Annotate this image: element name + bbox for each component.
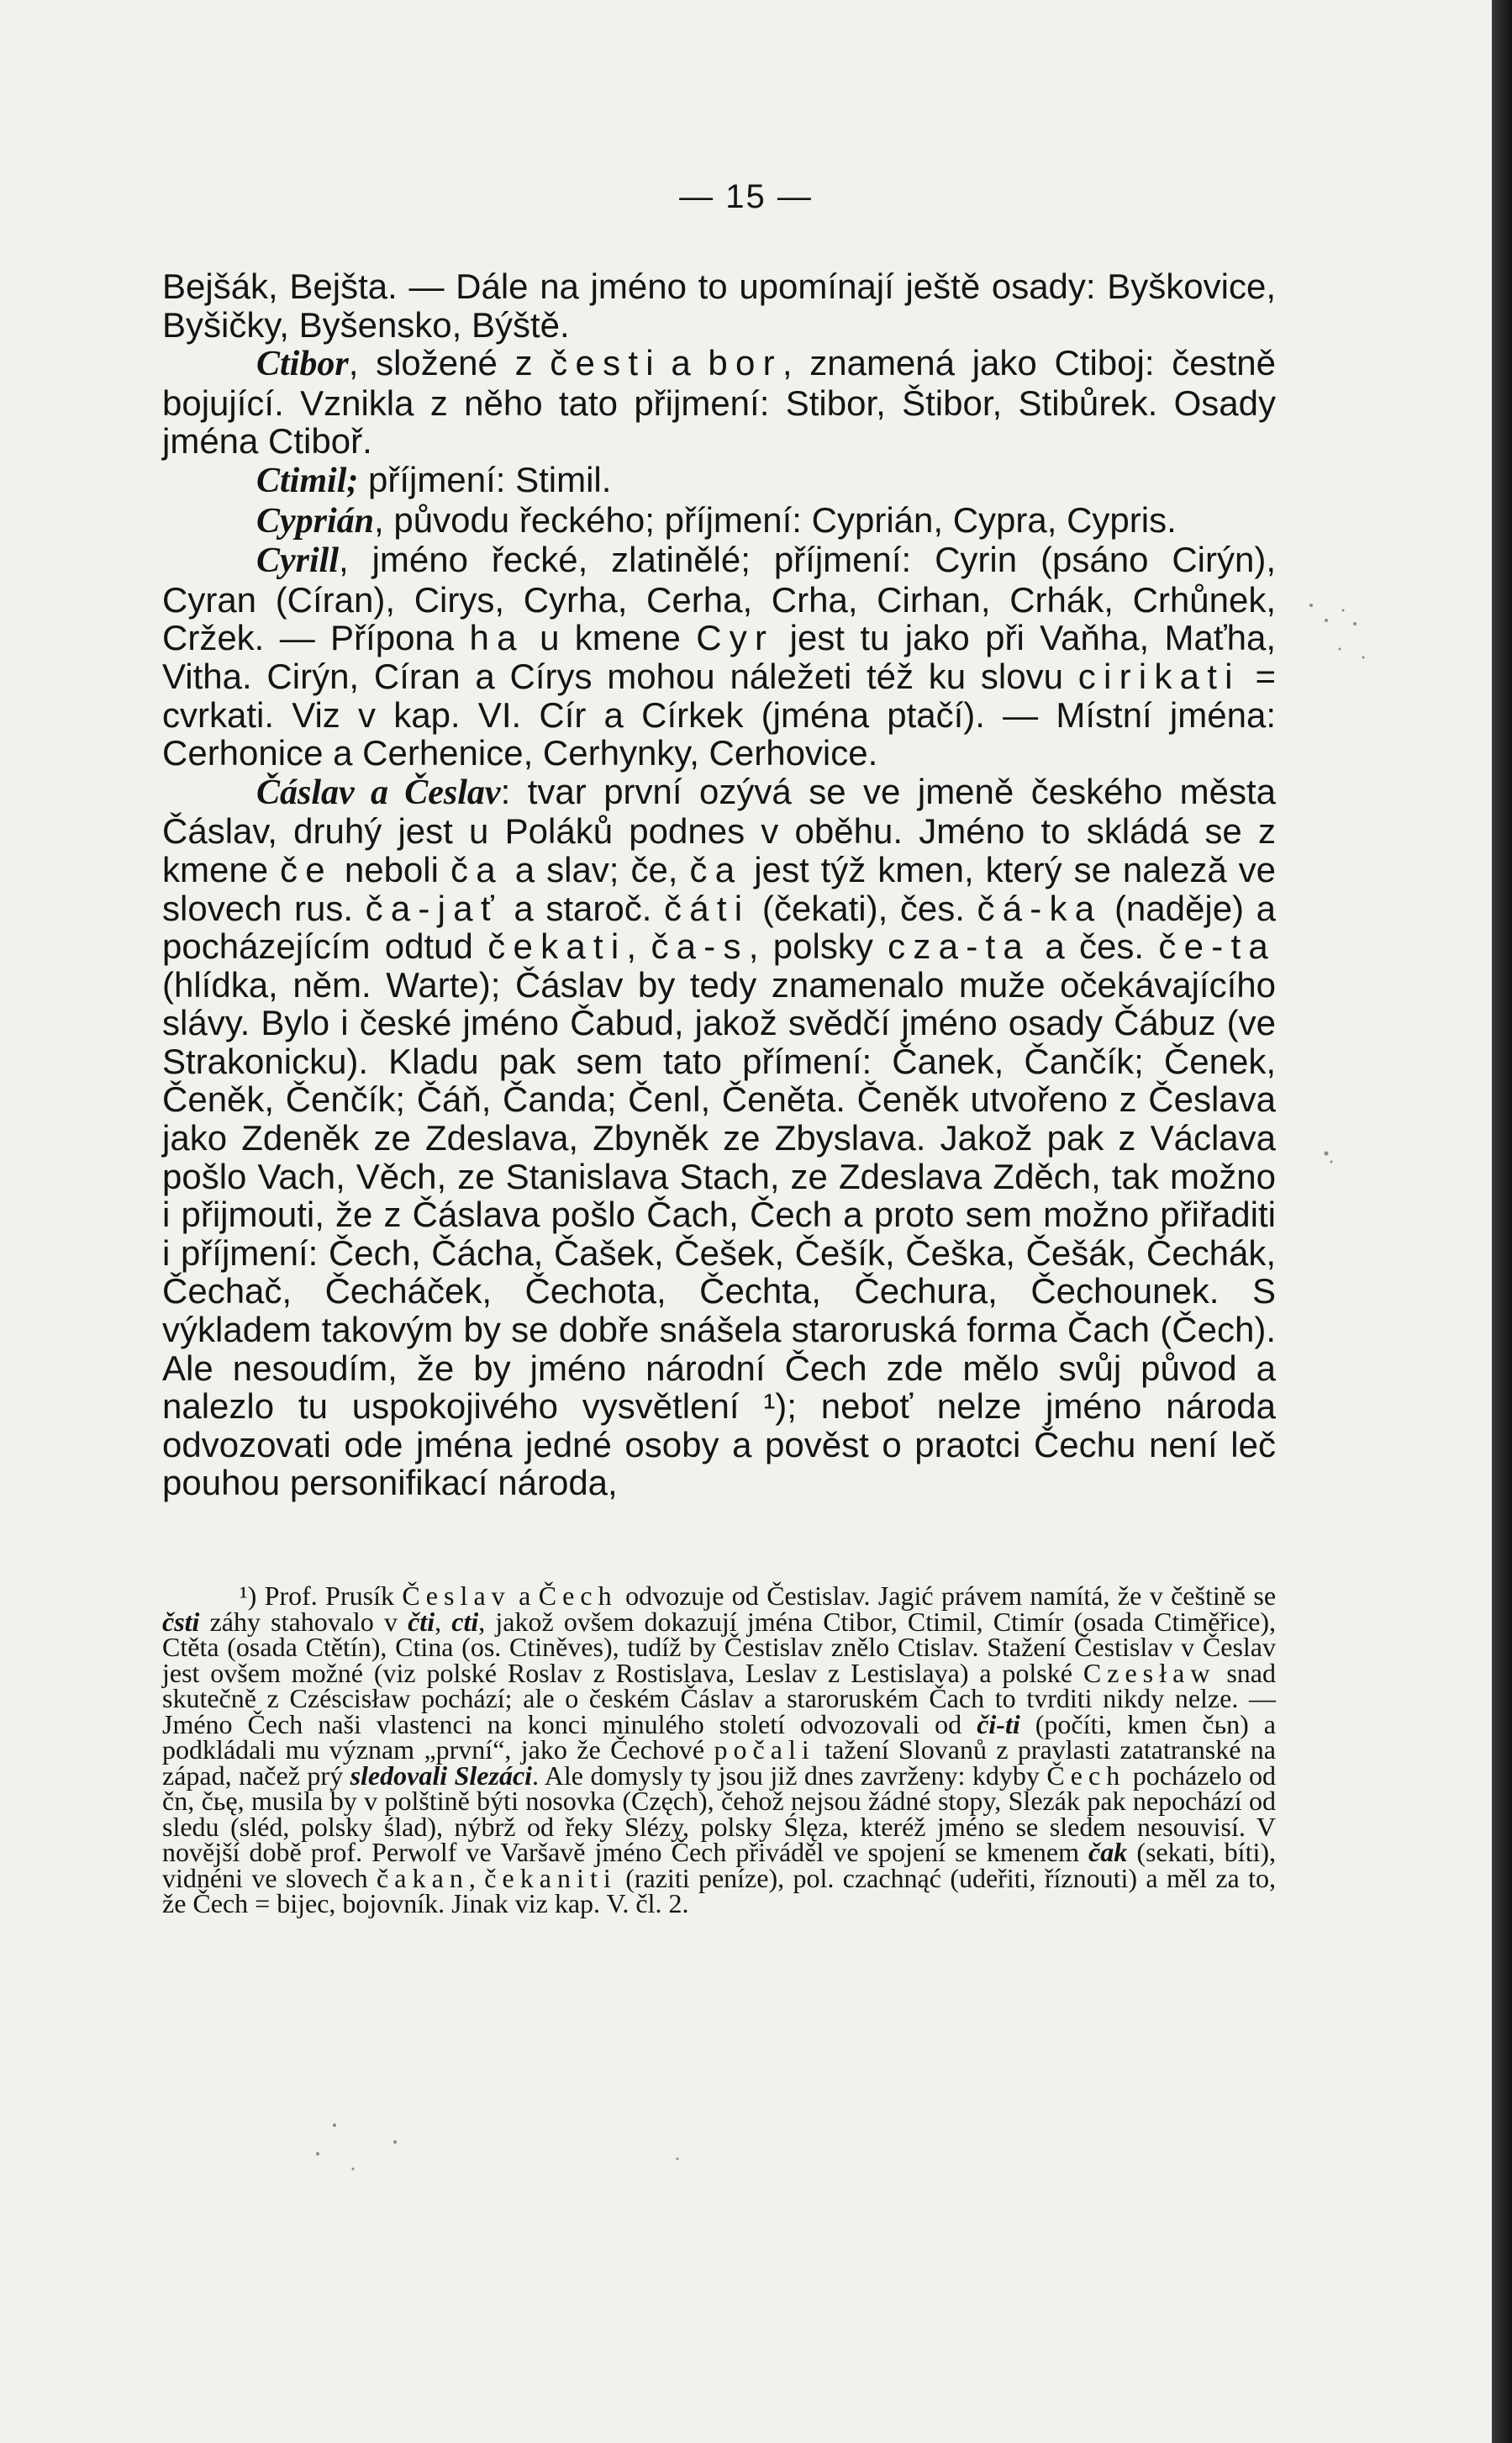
footnote-spaced: Česlav <box>402 1580 511 1611</box>
footnote-run: ¹) Prof. Prusík <box>240 1580 403 1611</box>
footnote-run: a <box>510 1580 539 1611</box>
speck <box>1342 609 1345 612</box>
footnote-run: , jakož ovšem dokazují jména Ctibor, Ctimil, Ctimír (osada Ctiměřice), Ctěta (osada Ctětín), Ctina (os. Ctiněves), tudíž by Čestislav znělo Ctislav. Stažení Čestislav v Česlav jest ovšem možné (viz polské Roslav z Rostislava, Leslav z Lestislava) a polské <box>162 1606 1277 1688</box>
text-run: , znamená jako Ctiboj: čestně bojující. Vznikla z něho tato přijmení: Stibor, Štibor, Stibůrek. Osady jména Ctiboř. <box>162 343 1276 462</box>
footnote-italic: čti <box>408 1606 435 1637</box>
text-run: u kmene <box>524 618 697 658</box>
footnote-run: tažení Slovanů z pravlasti zatatranské na západ, načež prý <box>162 1734 1277 1791</box>
text-run: Bejšák, Bejšta. — Dále na jméno to upomínají ještě osady: Byškovice, Byšičky, Byšensko, Býště. <box>162 266 1276 345</box>
entry-term: Ctibor <box>256 345 349 384</box>
spaced-text: če <box>280 849 333 889</box>
text-run: (čekati), čes. <box>750 888 977 928</box>
text-run: = cvrkati. Viz v kap. VI. Cír a Církek (jména ptačí). — Místní jména: Cerhonice a Cerhenice, Cerhynky, Cerhovice. <box>162 656 1277 773</box>
page-number: — 15 — <box>679 178 813 215</box>
speck <box>1330 1161 1333 1163</box>
footnote-spaced: počali <box>714 1734 815 1765</box>
text-run: , <box>626 926 651 967</box>
entry-term: Čáslav a Česlav <box>256 773 501 812</box>
spaced-text: ča <box>689 849 743 889</box>
speck <box>677 2158 679 2161</box>
text-run: a slav; če, <box>503 849 690 889</box>
text-run: , jméno řecké, zlatinělé; příjmení: Cyrin (psáno Cirýn), Cyran (Círan), Cirys, Cyrha, Cerha, Crha, Cirhan, Crhák, Crhůnek, Cržek. — Přípona <box>162 540 1276 658</box>
text-run: a čes. <box>1030 926 1159 967</box>
spaced-text: čáti <box>663 888 751 928</box>
footnote-italic: sledovali <box>350 1760 448 1791</box>
page-edge-shadow <box>1492 0 1512 2443</box>
speck <box>1339 648 1341 651</box>
text-run: (naděje) a pocházejícím odtud <box>162 888 1276 967</box>
footnote-run: záhy stahovalo v <box>199 1606 408 1637</box>
text-run: (hlídka, něm. Warte); Čáslav by tedy znamenalo muže očekávajícího slávy. Bylo i české jméno Čabud, jakož svědčí jméno osady Čábuz (ve Strakonicku). Kladu pak sem tato přímení: Čanek, Čančík; Čenek, Čeněk, Čenčík; Čáň, Čanda; Čenl, Čeněta. Čeněk utvořeno z Česlava jako Zdeněk ze Zdeslava, Zbyněk ze Zbyslava. Jakož pak z Václava pošlo Vach, Věch, ze Stanislava Stach, ze Zdeslava Zděch, tak možno i přijmouti, že z Čáslava pošlo Čach, Čech a proto sem možno přiřaditi i příjmení: Čech, Čácha, Čašek, Češek, Češík, Češka, Češák, Čechák, Čechač, Čecháček, Čechota, Čechta, Čechura, Čechounek. S výkladem takovým by se dobře snášela staroruská forma Čach (Čech). Ale nesoudím, že by jméno národní Čech zde mělo svůj původ a nalezlo tu uspokojivého vysvětlení ¹); neboť nelze jméno národa odvozovati ode jména jedné osoby a pověst o praotci Čechu není leč pouhou personifikací národa, <box>162 964 1276 1503</box>
text-run: , složené z <box>348 343 551 383</box>
text-run: jest tu jako při Vaňha, Maťha, Vitha. Cirýn, Círan a Círys mohou náležeti též ku slovu <box>162 618 1276 696</box>
text-run: : tvar první ozývá se ve jmeně českého města Čáslav, druhý jest u Poláků podnes v oběhu. Jméno to skládá se z kmene <box>162 771 1276 889</box>
footnote-run: pocházelo od čn, čьę, musila by v polštině býti nosovka (Częch), čehož nejsou žádné stopy, Slezák pak nepochází od sledu (sléd, polsky ślad), nýbrž od řeky Slézy, polsky Ślęza, kteréž jméno se sledem nesouvisí. V novější době prof. Perwolf ve Varšavě jméno Čech přiváděl ve spojení se kmenem <box>162 1760 1277 1867</box>
text-run: a staroč. <box>501 888 664 928</box>
text-run: neboli <box>332 849 450 889</box>
speck <box>352 2168 355 2171</box>
speck <box>1325 619 1328 622</box>
text-run: , polsky <box>748 926 888 967</box>
speck <box>1325 1152 1329 1156</box>
spaced-text: čekati <box>487 926 627 967</box>
spaced-text: ča-s <box>651 926 749 967</box>
footnote-spaced: Čech <box>538 1580 618 1611</box>
spaced-text: če-ta <box>1158 926 1276 967</box>
footnote-spaced: Czesław <box>1083 1657 1216 1688</box>
spaced-text: cirikati <box>1077 656 1241 696</box>
footnote-italic: Slezáci <box>454 1760 533 1791</box>
text-run: příjmení: Stimil. <box>358 459 612 499</box>
footnote-run: , <box>468 1862 485 1893</box>
footnote-spaced: čekaniti <box>484 1862 617 1893</box>
spaced-text: cza-ta <box>888 926 1030 967</box>
footnote-spaced: čakan <box>377 1862 469 1893</box>
footnote-italic: čak <box>1088 1837 1128 1867</box>
spaced-text: čá-ka <box>977 888 1103 928</box>
speck <box>316 2152 319 2155</box>
footnote-run: (počíti, kmen čьn) a podkládali mu význam „první“, jako že Čechové <box>162 1708 1277 1765</box>
spaced-text: ča <box>450 849 503 889</box>
speck <box>1353 622 1357 625</box>
speck <box>333 2124 336 2127</box>
footnote-italic: cti <box>451 1606 479 1637</box>
footnote-italic: čsti <box>162 1606 200 1637</box>
speck <box>393 2140 397 2144</box>
entry-term: Ctimil; <box>256 461 359 500</box>
text-run: , původu řeckého; příjmení: Cyprián, Cypra, Cypris. <box>374 499 1177 540</box>
spaced-text: Cyr <box>696 618 775 658</box>
text-run: i a <box>645 343 709 383</box>
footnote-run: (sekati, bíti), vidnéni ve slovech <box>162 1837 1276 1893</box>
entry-term: Cyrill <box>256 541 340 581</box>
footnote-run: (raziti peníze), pol. czachnąć (udeřiti, říznouti) a měl za to, že Čech = bijec, bojovník. Jinak viz kap. V. čl. 2. <box>162 1862 1277 1918</box>
footnote-spaced: Čech <box>1046 1760 1126 1791</box>
spaced-text: ča-jať <box>365 888 502 928</box>
footnote-run: odvozuje od Čestislav. Jagić právem namítá, že v češtině se <box>617 1580 1277 1611</box>
footnote-run: , <box>435 1606 452 1637</box>
speck <box>1362 657 1365 659</box>
footnote-run: snad skutečně z Czéscisław pochází; ale o českém Čáslav a staroruském Čach to tvrditi nikdy nelze. — Jméno Čech naši vlastenci na konci minulého století odvozovali od <box>162 1657 1277 1739</box>
text-run: jest týž kmen, který se naleză ve slovech rus. <box>162 849 1277 928</box>
spaced-text: ha <box>469 618 524 658</box>
entry-term: Cyprián <box>256 501 375 541</box>
spaced-text: čest <box>550 343 646 383</box>
spaced-text: bor <box>708 343 782 383</box>
speck <box>1309 604 1313 607</box>
footnote-run: . Ale domysly ty jsou již dnes zavrženy: kdyby <box>532 1760 1047 1791</box>
footnote-italic: či-ti <box>977 1708 1020 1739</box>
